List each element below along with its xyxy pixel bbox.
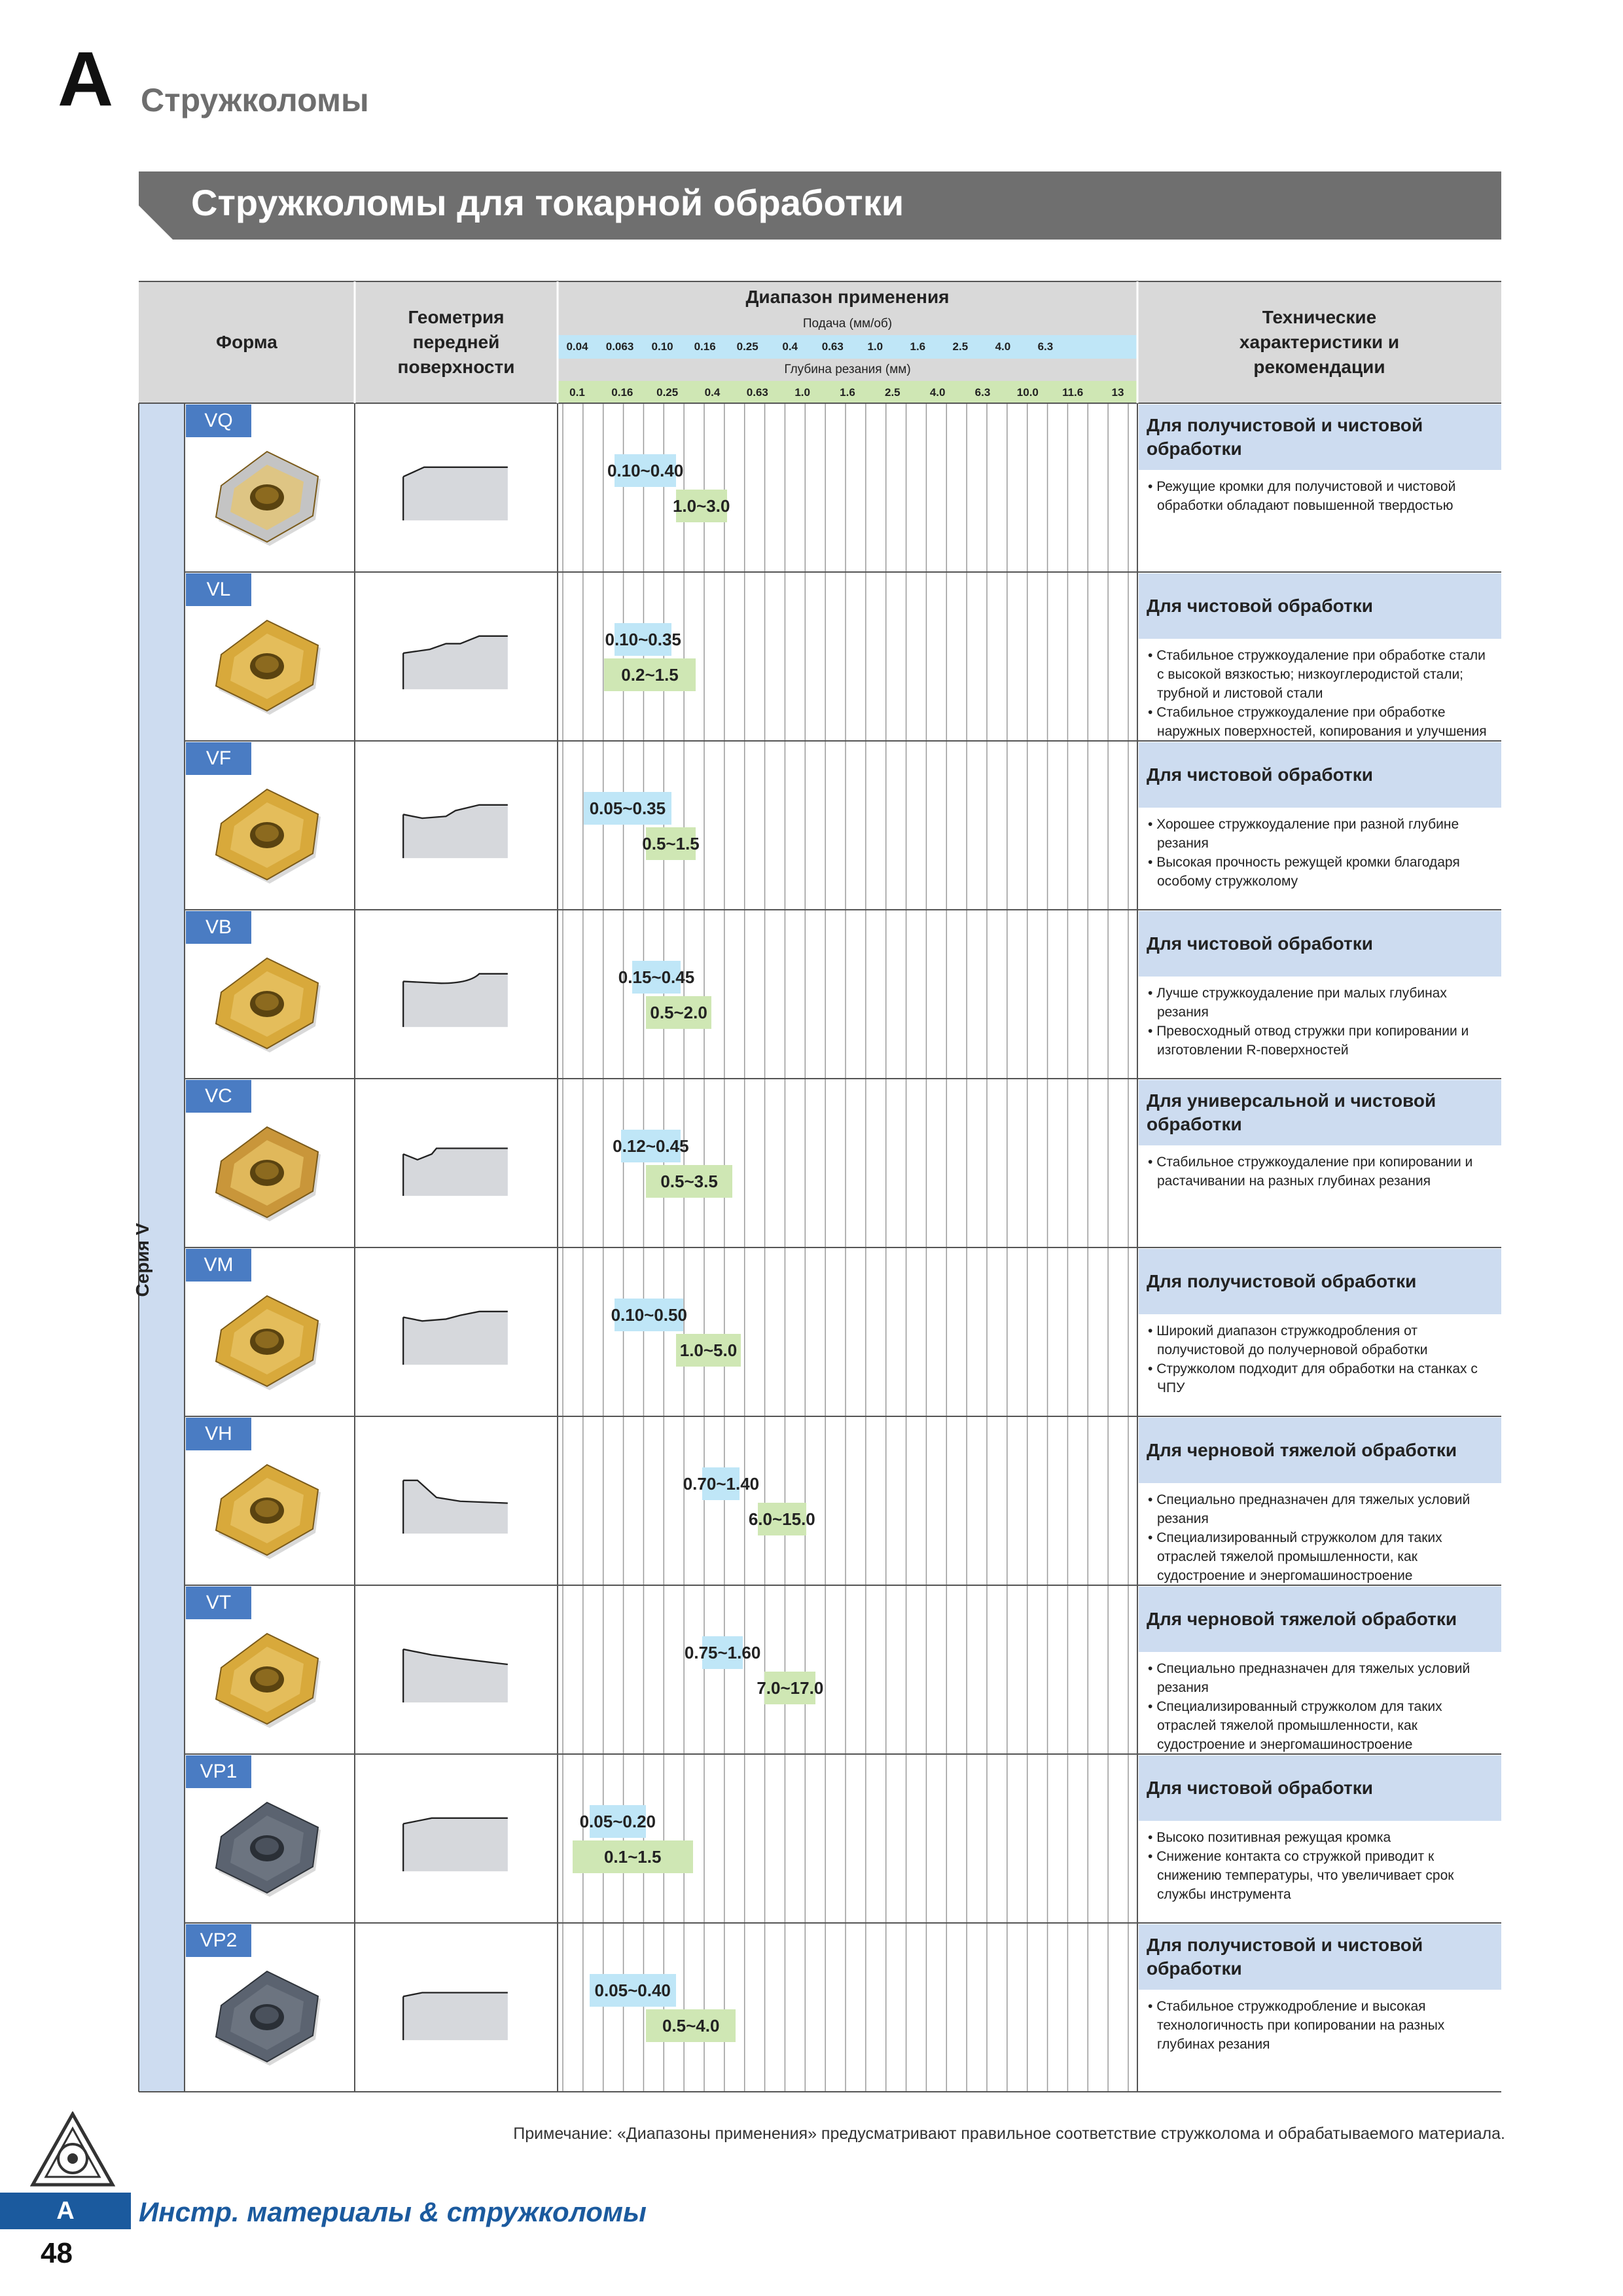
tech-item: • Снижение контакта со стружкой приводит к снижению температуры, что увеличивает срок службы инструмента	[1144, 1848, 1492, 1905]
feed-tick-11: 6.3	[1037, 340, 1054, 353]
feed-range-bar: 0.05~0.35	[584, 792, 671, 825]
tech-list	[1144, 1829, 1492, 1905]
rake-geometry-profile	[370, 1308, 541, 1367]
header-geometry-text: Геометрия передней поверхности	[397, 307, 515, 377]
header-range: Диапазон применения	[558, 281, 1137, 313]
insert-hole-inner	[255, 825, 279, 842]
insert-hole-inner	[255, 2007, 279, 2024]
tech-list	[1144, 816, 1492, 891]
tech-item: • Стабильное стружкодробление и высокая технологичность при копировании на разных глубинах резания	[1144, 1998, 1492, 2054]
tech-item: • Стабильное стружкоудаление при копировании и растачивании на разных глубинах резания	[1144, 1153, 1492, 1191]
tech-heading: Для получистовой и чистовой обработки	[1139, 1924, 1501, 1990]
tech-list	[1144, 1998, 1492, 2054]
insert-code-vl: VL	[186, 573, 251, 606]
feed-tick-9: 2.5	[952, 340, 969, 353]
tech-item: • Лучше стружкоудаление при малых глубинах резания	[1144, 984, 1492, 1022]
tech-list	[1144, 478, 1492, 516]
profile-fill	[403, 1149, 508, 1196]
tech-item: • Режущие кромки для получистовой и чистовой обработки обладают повышенной твердостью	[1144, 478, 1492, 516]
profile-fill	[403, 1818, 508, 1871]
depth-range-bar: 1.0~5.0	[676, 1334, 741, 1367]
tech-heading: Для получистовой и чистовой обработки	[1139, 404, 1501, 470]
tech-item: • Широкий диапазон стружкодробления от получистовой до получерновой обработки	[1144, 1322, 1492, 1360]
insert-code-vf: VF	[186, 742, 251, 775]
insert-hole-inner	[255, 1162, 279, 1179]
depth-tick-3: 0.4	[704, 386, 721, 399]
depth-tick-11: 11.6	[1062, 386, 1084, 399]
insert-image	[204, 785, 335, 890]
profile-fill	[403, 1312, 508, 1365]
tech-item: • Специализированный стружколом для таких отраслей тяжелой промышленности, как судостроение и энергомашиностроение	[1144, 1698, 1492, 1755]
rake-geometry-profile	[370, 463, 541, 522]
insert-code-vq: VQ	[186, 404, 251, 437]
tech-heading: Для чистовой обработки	[1139, 573, 1501, 639]
banner-title: Стружколомы для токарной обработки	[191, 182, 904, 223]
feed-range-bar: 0.12~0.45	[621, 1130, 681, 1162]
feed-tick-2: 0.10	[651, 340, 673, 353]
tech-item: • Превосходный отвод стружки при копировании и изготовлении R-поверхностей	[1144, 1022, 1492, 1060]
feed-range-bar: 0.10~0.50	[615, 1299, 683, 1331]
depth-tick-1: 0.16	[611, 386, 633, 399]
insert-image	[204, 1967, 335, 2072]
rake-geometry-profile	[370, 1645, 541, 1704]
tech-list	[1144, 1322, 1492, 1398]
rake-geometry-profile	[370, 1477, 541, 1535]
tech-heading: Для черновой тяжелой обработки	[1139, 1418, 1501, 1483]
tech-heading: Для универсальной и чистовой обработки	[1139, 1080, 1501, 1145]
depth-tick-7: 2.5	[885, 386, 901, 399]
depth-tick-2: 0.25	[656, 386, 679, 399]
insert-image	[204, 1799, 335, 1903]
logo-icon	[30, 2111, 115, 2190]
profile-fill	[403, 1480, 508, 1534]
footnote: Примечание: «Диапазоны применения» предусматривают правильное соответствие стружколома и обрабатываемого материала.	[513, 2125, 1505, 2143]
tech-item: • Специально предназначен для тяжелых условий резания	[1144, 1491, 1492, 1529]
page-number: 48	[41, 2237, 73, 2269]
depth-tick-6: 1.6	[840, 386, 855, 399]
rake-geometry-profile	[370, 632, 541, 691]
footer-title: Инстр. материалы & стружколомы	[139, 2197, 647, 2227]
insert-image	[204, 1123, 335, 1228]
depth-range-bar: 0.5~1.5	[646, 827, 696, 860]
insert-code-vt: VT	[186, 1587, 251, 1619]
insert-hole-inner	[255, 1331, 279, 1348]
insert-code-vb: VB	[186, 911, 251, 944]
tech-heading: Для чистовой обработки	[1139, 1755, 1501, 1821]
feed-tick-1: 0.063	[605, 340, 634, 353]
insert-image	[204, 1630, 335, 1734]
depth-tick-0: 0.1	[569, 386, 585, 399]
feed-tick-3: 0.16	[694, 340, 716, 353]
tech-item: • Специально предназначен для тяжелых условий резания	[1144, 1660, 1492, 1698]
series-label: Серия V	[132, 1223, 152, 1297]
footer-section-badge: A	[0, 2193, 131, 2229]
tech-item: • Специализированный стружколом для таких отраслей тяжелой промышленности, как судостроение и энергомашиностроение	[1144, 1529, 1492, 1586]
feed-range-bar: 0.10~0.40	[615, 454, 675, 487]
feed-range-bar: 0.05~0.20	[590, 1805, 646, 1838]
rake-geometry-profile	[370, 1983, 541, 2042]
insert-hole-inner	[255, 1838, 279, 1855]
depth-tick-5: 1.0	[794, 386, 810, 399]
rake-geometry-profile	[370, 1814, 541, 1873]
tech-heading: Для получистовой обработки	[1139, 1249, 1501, 1314]
insert-code-vm: VM	[186, 1249, 251, 1282]
rake-geometry-profile	[370, 801, 541, 860]
insert-code-vp2: VP2	[186, 1924, 251, 1957]
insert-image	[204, 617, 335, 721]
feed-range-bar: 0.15~0.45	[632, 961, 680, 994]
depth-range-bar: 7.0~17.0	[764, 1672, 815, 1704]
depth-range-bar: 0.5~4.0	[646, 2009, 736, 2042]
tech-heading: Для черновой тяжелой обработки	[1139, 1587, 1501, 1652]
depth-range-bar: 0.2~1.5	[604, 658, 696, 691]
insert-image	[204, 1461, 335, 1566]
tech-item: • Стружколом подходит для обработки на станках с ЧПУ	[1144, 1360, 1492, 1398]
insert-hole-inner	[255, 1500, 279, 1517]
feed-tick-0: 0.04	[566, 340, 588, 353]
tech-item: • Стабильное стружкоудаление при обработке наружных поверхностей, копирования и улучшения	[1144, 704, 1492, 761]
profile-fill	[403, 1649, 508, 1702]
tech-list	[1144, 1491, 1492, 1586]
depth-range-bar: 0.1~1.5	[573, 1840, 693, 1873]
section-title: Стружколомы	[141, 82, 369, 118]
feed-tick-5: 0.4	[782, 340, 798, 353]
insert-code-vc: VC	[186, 1080, 251, 1113]
tech-list	[1144, 1153, 1492, 1191]
insert-hole-inner	[255, 1669, 279, 1686]
feed-range-bar: 0.10~0.35	[615, 623, 671, 656]
feed-tick-8: 1.6	[910, 340, 926, 353]
depth-tick-10: 10.0	[1016, 386, 1039, 399]
tech-heading: Для чистовой обработки	[1139, 742, 1501, 808]
feed-tick-4: 0.25	[736, 340, 758, 353]
insert-code-vp1: VP1	[186, 1755, 251, 1788]
depth-tick-8: 4.0	[929, 386, 946, 399]
header-form: Форма	[139, 281, 355, 403]
insert-image	[204, 954, 335, 1059]
depth-range-bar: 6.0~15.0	[758, 1503, 806, 1535]
depth-range-bar: 1.0~3.0	[676, 490, 727, 522]
profile-fill	[403, 467, 508, 520]
insert-image	[204, 1292, 335, 1397]
depth-range-bar: 0.5~3.5	[646, 1165, 732, 1198]
profile-fill	[403, 805, 508, 858]
tech-item: • Высокая прочность режущей кромки благодаря особому стружколому	[1144, 853, 1492, 891]
feed-range-bar: 0.70~1.40	[702, 1467, 740, 1500]
header-tech-text: Технические характеристики и рекомендации	[1239, 307, 1400, 377]
depth-tick-12: 13	[1111, 386, 1124, 399]
tech-list	[1144, 984, 1492, 1060]
profile-fill	[403, 1993, 508, 2041]
depth-range-bar: 0.5~2.0	[646, 996, 711, 1029]
tech-item: • Высоко позитивная режущая кромка	[1144, 1829, 1492, 1848]
feed-tick-6: 0.63	[821, 340, 844, 353]
depth-tick-9: 6.3	[974, 386, 991, 399]
tech-heading: Для чистовой обработки	[1139, 911, 1501, 977]
header-depth-label: Глубина резания (мм)	[558, 359, 1137, 381]
tech-item: • Хорошее стружкоудаление при разной глубине резания	[1144, 816, 1492, 853]
tech-item: • Стабильное стружкоудаление при обработке стали с высокой вязкостью; низкоуглеродистой стали; трубной и листовой стали	[1144, 647, 1492, 704]
insert-code-vh: VH	[186, 1418, 251, 1450]
feed-tick-10: 4.0	[995, 340, 1011, 353]
depth-tick-4: 0.63	[746, 386, 768, 399]
insert-hole-inner	[255, 487, 279, 504]
rake-geometry-profile	[370, 1139, 541, 1198]
header-feed-label: Подача (мм/об)	[558, 313, 1137, 335]
insert-hole-inner	[255, 656, 279, 673]
rake-geometry-profile	[370, 970, 541, 1029]
feed-range-bar: 0.05~0.40	[590, 1974, 676, 2007]
tech-list	[1144, 1660, 1492, 1755]
feed-range-bar: 0.75~1.60	[702, 1636, 742, 1669]
insert-hole-inner	[255, 994, 279, 1011]
feed-tick-7: 1.0	[867, 340, 883, 353]
insert-image	[204, 448, 335, 552]
section-letter: A	[58, 36, 114, 122]
